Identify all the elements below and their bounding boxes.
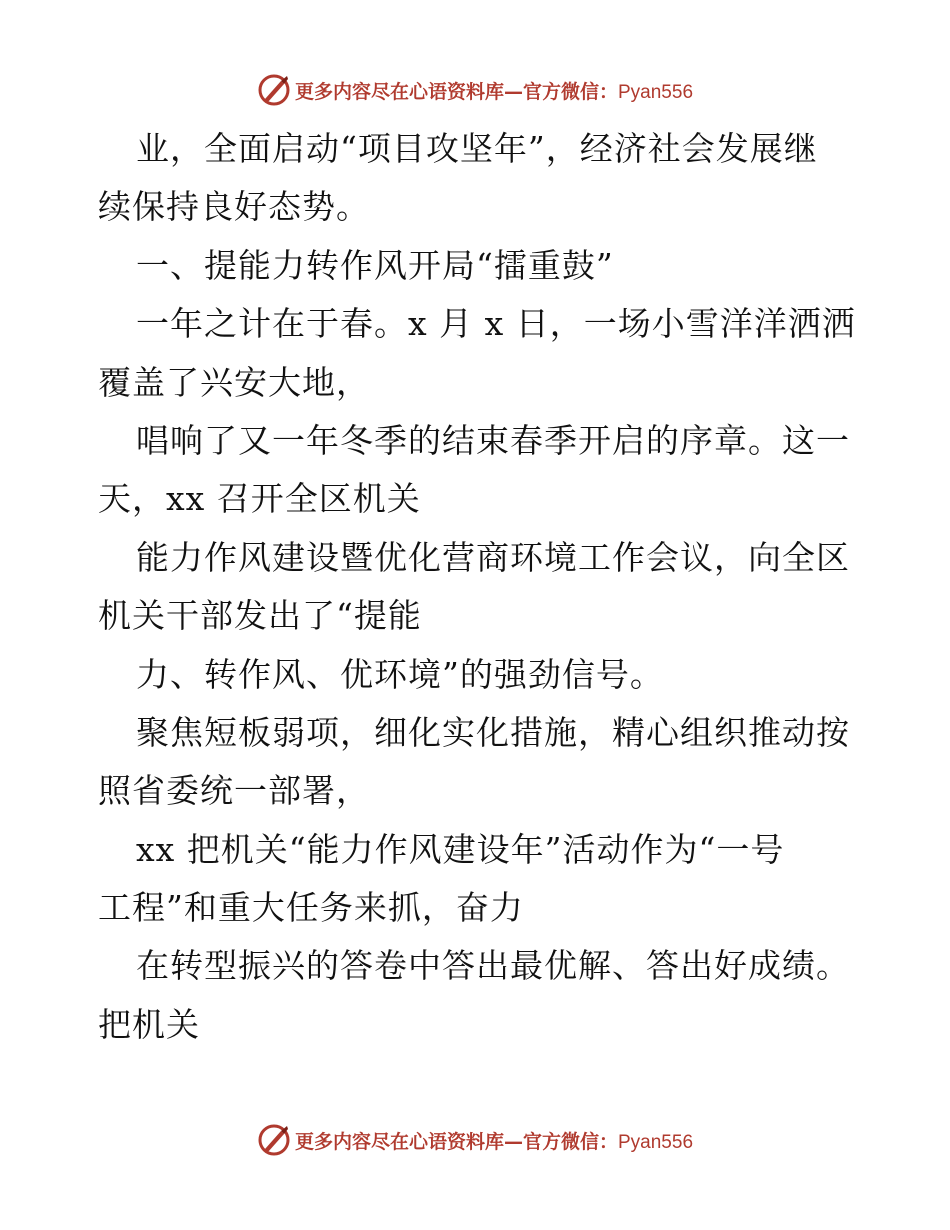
footer-banner-text bbox=[295, 1127, 693, 1154]
body-line-9: 机关干部发出了“提能 bbox=[98, 596, 422, 636]
body-line-2: 续保持良好态势。 bbox=[98, 187, 370, 227]
footer-banner-label: 更多内容尽在心语资料库—官方微信： bbox=[294, 1130, 618, 1153]
body-line-1: 业，全面启动“项目攻坚年”，经济社会发展继 bbox=[136, 129, 818, 168]
body-line-4: 一年之计在于春。x 月 x 日，一场小雪洋洋洒洒 bbox=[136, 304, 856, 344]
header-banner bbox=[0, 70, 950, 110]
body-line-16: 把机关 bbox=[98, 1004, 200, 1044]
header-banner-text bbox=[295, 77, 693, 104]
feather-pen-logo-icon bbox=[257, 73, 291, 107]
body-line-5: 覆盖了兴安大地， bbox=[98, 362, 370, 402]
body-line-15: 在转型振兴的答卷中答出最优解、答出好成绩。 bbox=[136, 946, 850, 986]
document-body bbox=[98, 120, 858, 1054]
body-line-14: 工程”和重大任务来抓，奋力 bbox=[98, 888, 524, 928]
feather-pen-logo-icon bbox=[257, 1123, 291, 1157]
header-banner-label: 更多内容尽在心语资料库—官方微信： bbox=[294, 80, 618, 103]
body-line-10: 力、转作风、优环境”的强劲信号。 bbox=[136, 654, 664, 694]
body-line-13: xx 把机关“能力作风建设年”活动作为“一号 bbox=[136, 829, 785, 869]
body-line-7: 天，xx 召开全区机关 bbox=[98, 479, 421, 519]
footer-banner bbox=[0, 1120, 950, 1160]
body-line-6: 唱响了又一年冬季的结束春季开启的序章。这一 bbox=[136, 420, 850, 460]
section-heading: 一、提能力转作风开局“擂重鼓” bbox=[136, 245, 614, 285]
body-line-11: 聚焦短板弱项，细化实化措施，精心组织推动按 bbox=[136, 712, 850, 752]
body-line-8: 能力作风建设暨优化营商环境工作会议，向全区 bbox=[136, 537, 850, 577]
footer-banner-id: Pyan556 bbox=[618, 1131, 694, 1153]
header-banner-id: Pyan556 bbox=[618, 81, 694, 103]
body-line-12: 照省委统一部署， bbox=[98, 771, 370, 811]
